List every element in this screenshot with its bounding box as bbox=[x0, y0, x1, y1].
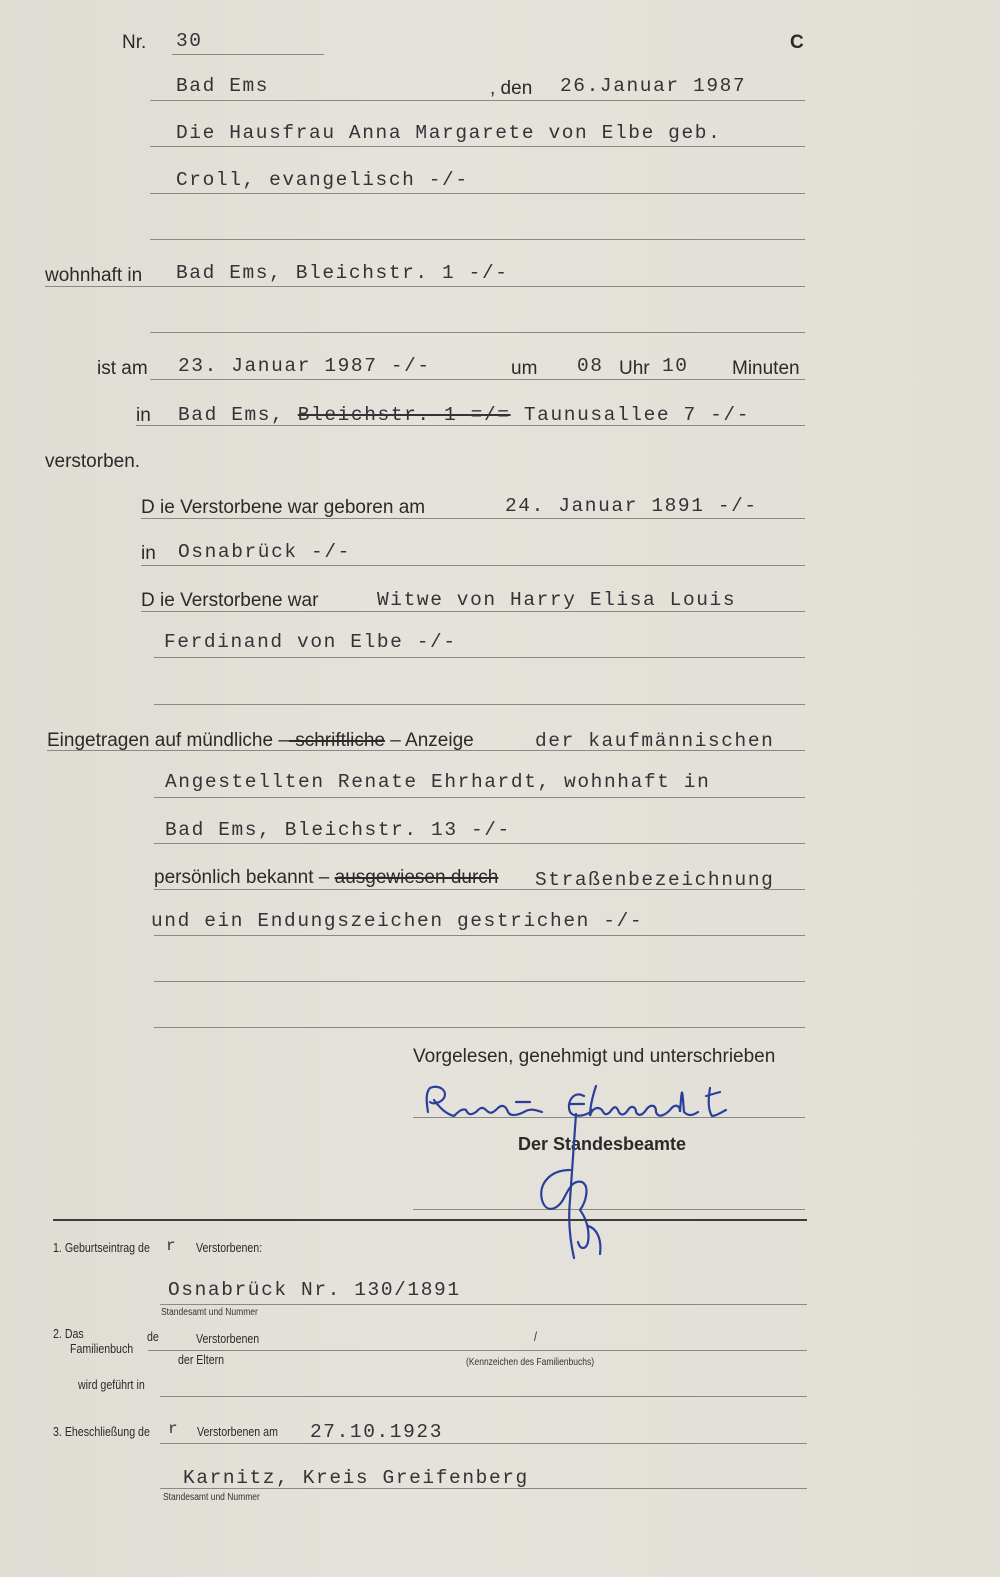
death-place-struck: Bleichstr.-1-=/= bbox=[297, 404, 511, 426]
item1-suffix: Verstorbenen: bbox=[196, 1241, 263, 1255]
nr-rule bbox=[172, 54, 324, 55]
marriage-place: Karnitz, Kreis Greifenberg bbox=[183, 1467, 529, 1489]
report-label bbox=[47, 730, 474, 752]
death-minutes: 10 bbox=[662, 355, 689, 377]
report-label-end: – Anzeige bbox=[384, 730, 474, 751]
birth-place-label: in bbox=[141, 543, 156, 564]
report-line-2: Angestellten Renate Ehrhardt, wohnhaft in bbox=[165, 771, 711, 793]
minuten-label: Minuten bbox=[732, 358, 800, 379]
item3-suffix: Verstorbenen am bbox=[197, 1425, 278, 1439]
marriage-date: 27.10.1923 bbox=[310, 1421, 444, 1443]
nr-label: Nr. bbox=[122, 32, 147, 53]
rule bbox=[150, 379, 805, 380]
identity-label bbox=[154, 867, 498, 889]
rule bbox=[148, 1350, 807, 1351]
identity-value: Straßenbezeichnung bbox=[535, 869, 775, 891]
rule bbox=[160, 1488, 807, 1489]
rule bbox=[154, 935, 805, 936]
birth-register-value: Osnabrück Nr. 130/1891 bbox=[168, 1279, 461, 1301]
report-line-5: und ein Endungszeichen gestrichen -/- bbox=[151, 910, 644, 932]
person-line-2: Croll, evangelisch -/- bbox=[176, 169, 469, 191]
verstorben-label: verstorben. bbox=[45, 451, 141, 472]
date-separator: , den bbox=[490, 78, 533, 99]
item1-r: r bbox=[166, 1237, 178, 1255]
rule bbox=[45, 286, 805, 287]
standesamt-caption: Standesamt und Nummer bbox=[161, 1307, 258, 1318]
standesamt-caption-2: Standesamt und Nummer bbox=[163, 1492, 260, 1503]
item1-label: 1. Geburtseintrag de bbox=[53, 1241, 150, 1255]
death-hour: 08 bbox=[577, 355, 604, 377]
status-line-1: Witwe von Harry Elisa Louis bbox=[377, 589, 737, 611]
person-line-1: Die Hausfrau Anna Margarete von Elbe geb. bbox=[176, 122, 722, 144]
section-divider bbox=[53, 1219, 807, 1221]
rule bbox=[154, 889, 805, 890]
registrar-label: Der Standesbeamte bbox=[518, 1134, 687, 1154]
rule bbox=[160, 1396, 807, 1397]
item2-number: 2. Das bbox=[53, 1327, 84, 1341]
uhr-label: Uhr bbox=[619, 358, 650, 379]
death-place-corrected: Taunusallee 7 -/- bbox=[510, 404, 750, 426]
kennzeichen-caption: (Kennzeichen des Familienbuchs) bbox=[466, 1357, 595, 1368]
death-place bbox=[178, 404, 750, 426]
rule bbox=[141, 518, 805, 519]
status-label: D ie Verstorbene war bbox=[141, 590, 319, 611]
residence-value: Bad Ems, Bleichstr. 1 -/- bbox=[176, 262, 509, 284]
item2-verstorbenen: Verstorbenen bbox=[196, 1332, 260, 1346]
rule bbox=[154, 981, 805, 982]
rule bbox=[154, 1027, 805, 1028]
report-label-start: Eingetragen auf mündliche – bbox=[47, 730, 289, 751]
birth-place: Osnabrück -/- bbox=[178, 541, 351, 563]
nr-value: 30 bbox=[176, 30, 203, 52]
rule bbox=[150, 193, 805, 194]
rule bbox=[150, 239, 805, 240]
birth-date: 24. Januar 1891 -/- bbox=[505, 495, 758, 517]
item2-slash: / bbox=[534, 1330, 537, 1344]
report-label-struck: -schriftliche bbox=[288, 730, 385, 751]
item3-r: r bbox=[168, 1420, 180, 1438]
item2-eltern: der Eltern bbox=[178, 1353, 225, 1367]
item3-label: 3. Eheschließung de bbox=[53, 1425, 150, 1439]
time-um-label: um bbox=[511, 358, 538, 379]
death-date: 23. Januar 1987 -/- bbox=[178, 355, 431, 377]
item2-de: de bbox=[147, 1330, 159, 1344]
rule bbox=[136, 425, 805, 426]
registrar-signature bbox=[530, 1110, 610, 1260]
item2-gefuehrt: wird geführt in bbox=[78, 1378, 145, 1392]
death-date-label: ist am bbox=[97, 358, 148, 379]
report-line-1: der kaufmännischen bbox=[535, 730, 775, 752]
rule bbox=[154, 704, 805, 705]
rule bbox=[150, 332, 805, 333]
death-place-start: Bad Ems, bbox=[178, 404, 298, 426]
rule bbox=[141, 565, 805, 566]
rule bbox=[47, 750, 805, 751]
rule bbox=[160, 1443, 807, 1444]
item2-familienbuch: Familienbuch bbox=[70, 1342, 134, 1356]
rule bbox=[160, 1304, 807, 1305]
rule bbox=[150, 100, 805, 101]
form-letter: C bbox=[790, 32, 804, 53]
read-approved-label: Vorgelesen, genehmigt und unterschrieben bbox=[413, 1046, 776, 1067]
identity-label-struck: ausgewiesen durch bbox=[334, 867, 499, 888]
residence-label: wohnhaft in bbox=[45, 265, 143, 286]
issue-date: 26.Januar 1987 bbox=[560, 75, 747, 97]
rule bbox=[154, 657, 805, 658]
report-line-3: Bad Ems, Bleichstr. 13 -/- bbox=[165, 819, 511, 841]
rule bbox=[141, 611, 805, 612]
rule bbox=[154, 843, 805, 844]
birth-label: D ie Verstorbene war geboren am bbox=[141, 497, 426, 518]
death-place-label: in bbox=[136, 405, 151, 426]
status-line-2: Ferdinand von Elbe -/- bbox=[164, 631, 457, 653]
rule bbox=[150, 146, 805, 147]
identity-label-known: persönlich bekannt – bbox=[154, 867, 335, 888]
rule bbox=[154, 797, 805, 798]
place-value: Bad Ems bbox=[176, 75, 270, 97]
